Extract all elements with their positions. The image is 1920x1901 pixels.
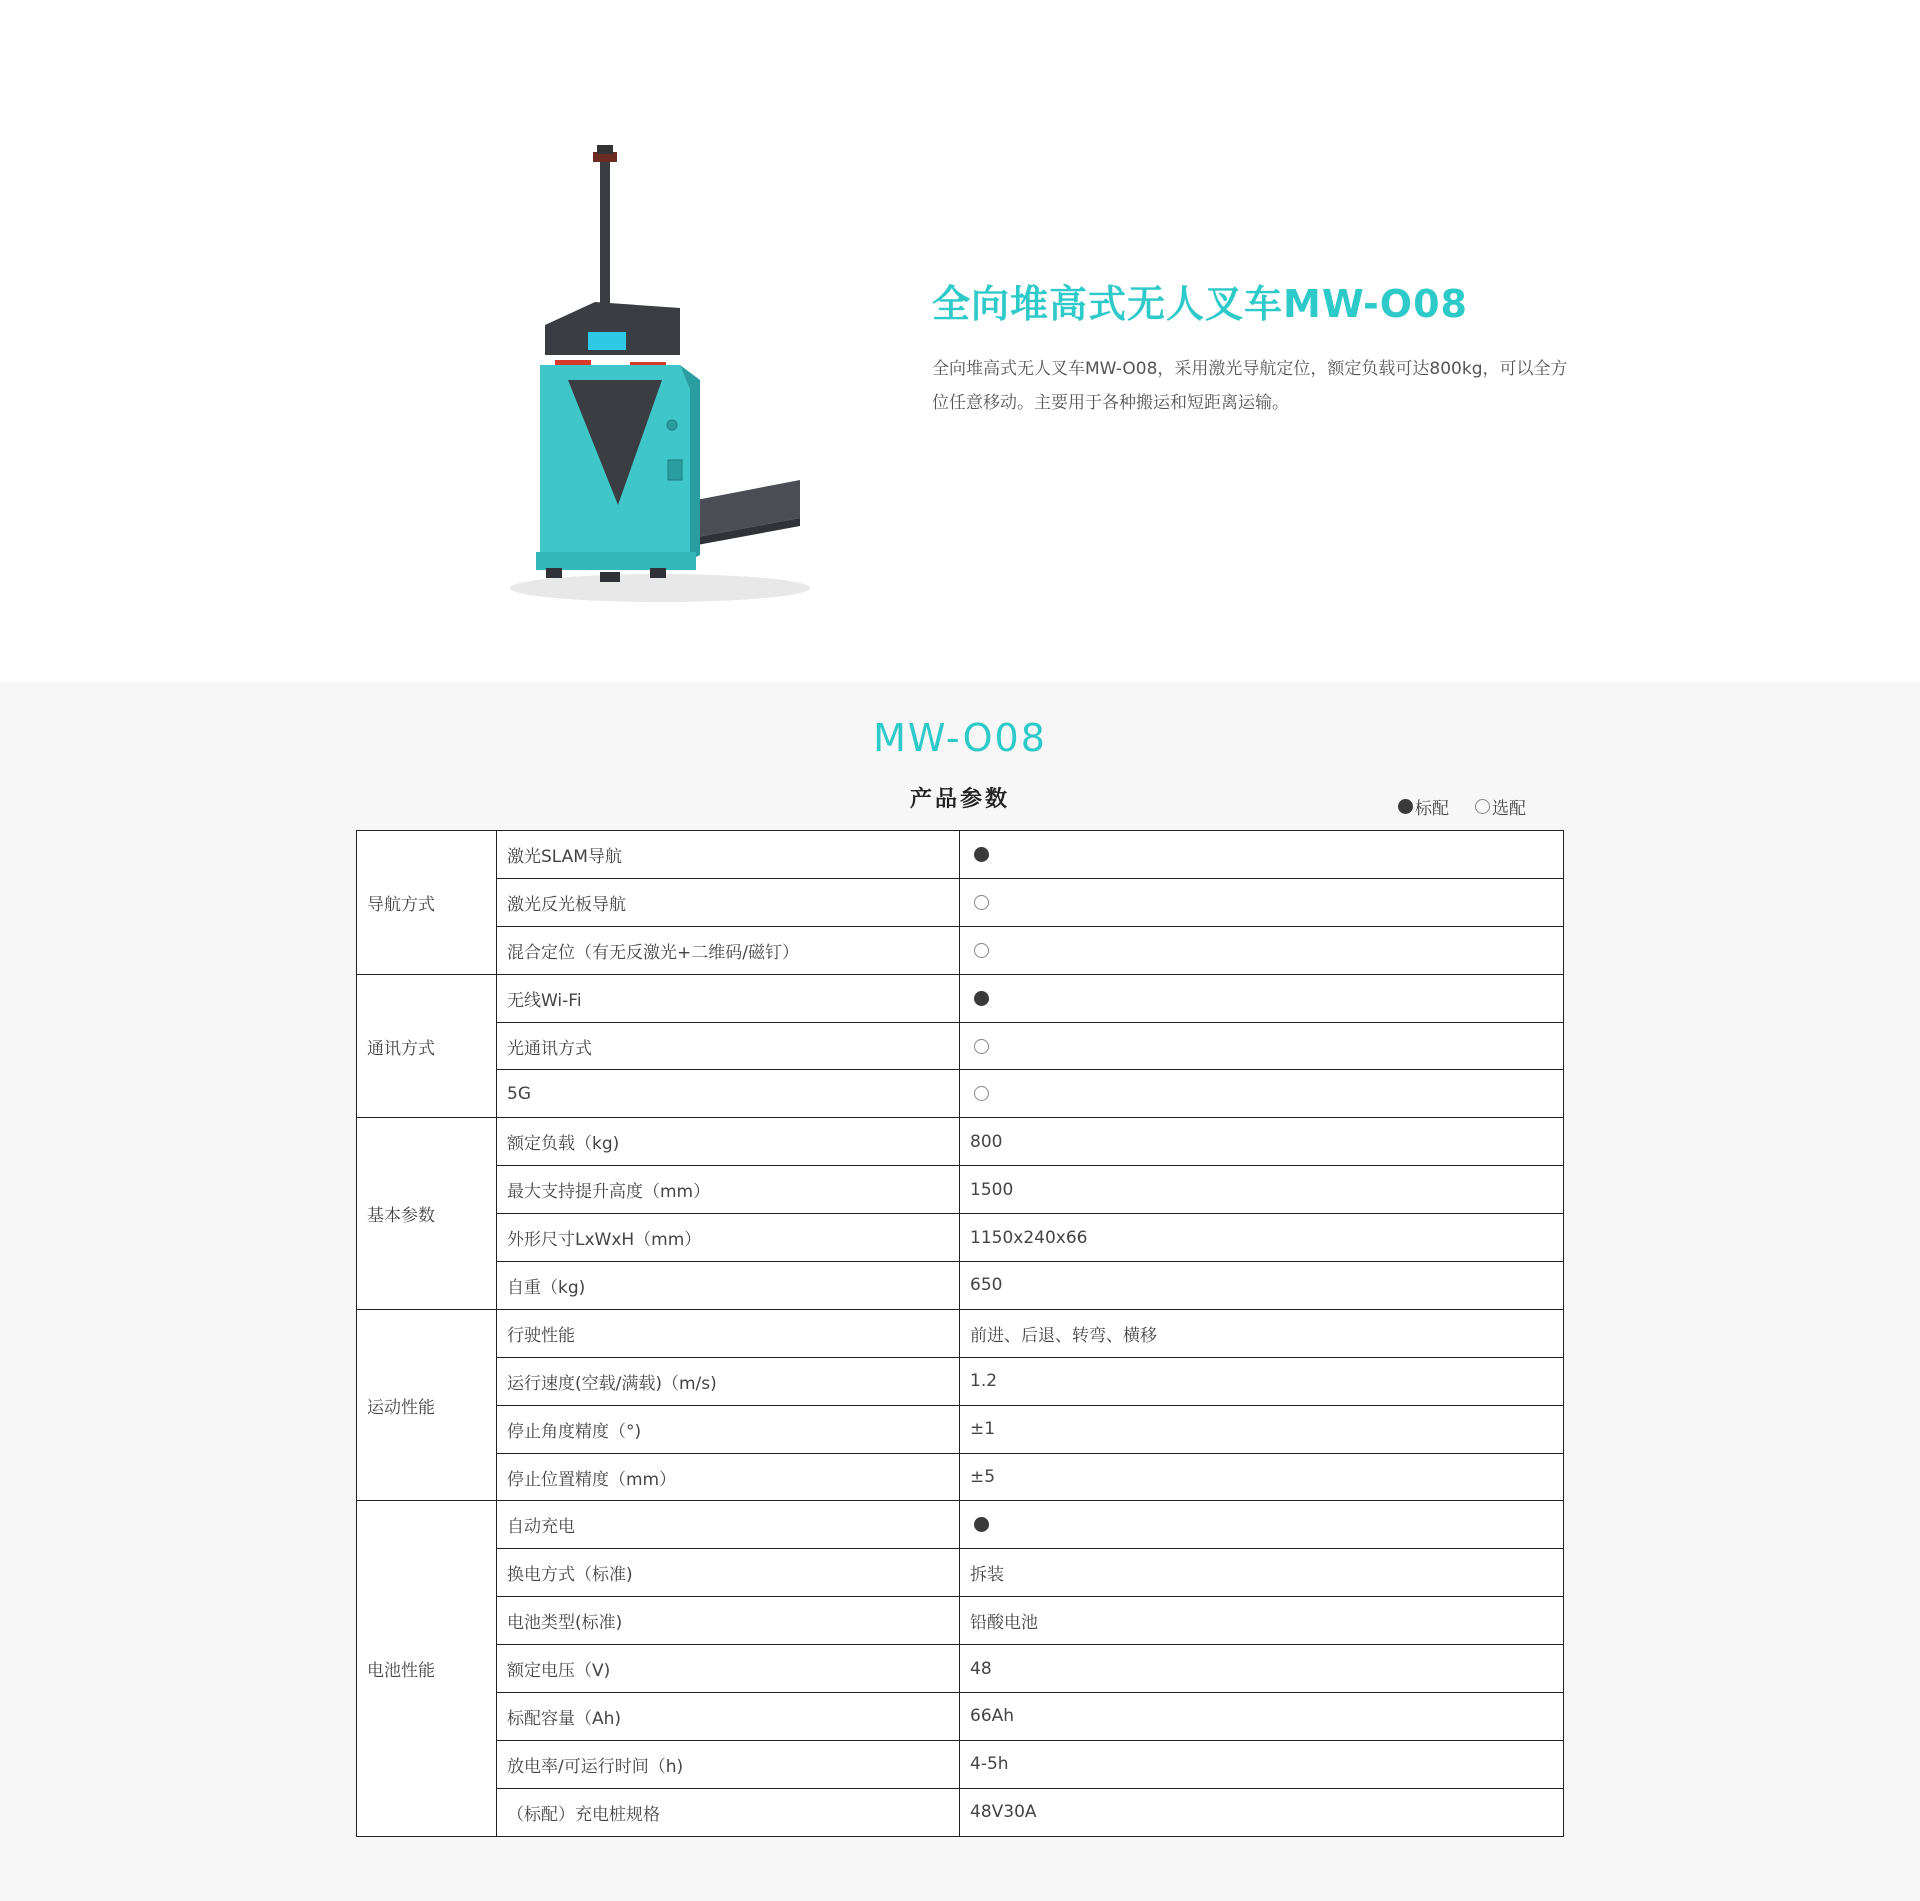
legend-standard [1398, 794, 1449, 819]
section-title: 产品参数 [909, 787, 1010, 812]
item-name-cell: 停止角度精度（°) [497, 1405, 960, 1453]
category-cell: 运动性能 [357, 1309, 497, 1501]
table-row [357, 974, 1564, 1022]
table-row [357, 1166, 1564, 1214]
value-cell: 66Ah [960, 1693, 1564, 1741]
table-row [357, 1740, 1564, 1788]
filled-circle-icon [974, 991, 989, 1006]
forklift-product-image [500, 140, 820, 610]
value-cell: 1150x240x66 [960, 1214, 1564, 1262]
category-cell: 基本参数 [357, 1118, 497, 1310]
item-name-cell: 换电方式（标准) [497, 1549, 960, 1597]
legend [1398, 794, 1526, 819]
value-cell: 拆装 [960, 1549, 1564, 1597]
model-title: MW-O08 [873, 716, 1047, 760]
table-row [357, 1597, 1564, 1645]
item-name-cell: 自重（kg) [497, 1262, 960, 1310]
empty-circle-icon [974, 943, 989, 958]
category-cell: 通讯方式 [357, 974, 497, 1118]
symbol-cell [960, 974, 1564, 1022]
filled-circle-icon [974, 847, 989, 862]
category-cell: 导航方式 [357, 831, 497, 975]
table-row [357, 1645, 1564, 1693]
item-name-cell: 放电率/可运行时间（h) [497, 1740, 960, 1788]
item-name-cell: 激光SLAM导航 [497, 831, 960, 879]
filled-circle-icon [1398, 799, 1413, 814]
item-name-cell: （标配）充电桩规格 [497, 1788, 960, 1836]
table-row [357, 1501, 1564, 1549]
empty-circle-icon [974, 1086, 989, 1101]
value-cell: 前进、后退、转弯、横移 [960, 1309, 1564, 1357]
value-cell: 1.2 [960, 1357, 1564, 1405]
item-name-cell: 混合定位（有无反激光+二维码/磁钉） [497, 926, 960, 974]
item-name-cell: 5G [497, 1070, 960, 1118]
item-name-cell: 外形尺寸LxWxH（mm） [497, 1214, 960, 1262]
table-row [357, 1693, 1564, 1741]
item-name-cell: 光通讯方式 [497, 1022, 960, 1070]
item-name-cell: 标配容量（Ah) [497, 1693, 960, 1741]
value-cell: 48 [960, 1645, 1564, 1693]
item-name-cell: 额定电压（V) [497, 1645, 960, 1693]
table-row [357, 1405, 1564, 1453]
item-name-cell: 无线Wi-Fi [497, 974, 960, 1022]
value-cell: 650 [960, 1262, 1564, 1310]
table-row [357, 831, 1564, 879]
value-cell: 48V30A [960, 1788, 1564, 1836]
symbol-cell [960, 926, 1564, 974]
legend-optional [1475, 794, 1526, 819]
item-name-cell: 额定负载（kg) [497, 1118, 960, 1166]
table-row [357, 1453, 1564, 1501]
empty-circle-icon [1475, 799, 1490, 814]
item-name-cell: 激光反光板导航 [497, 878, 960, 926]
value-cell: 铅酸电池 [960, 1597, 1564, 1645]
item-name-cell: 行驶性能 [497, 1309, 960, 1357]
empty-circle-icon [974, 1039, 989, 1054]
empty-circle-icon [974, 895, 989, 910]
item-name-cell: 最大支持提升高度（mm） [497, 1166, 960, 1214]
value-cell: 1500 [960, 1166, 1564, 1214]
item-name-cell: 自动充电 [497, 1501, 960, 1549]
hero-section [0, 0, 1920, 682]
table-row [357, 1070, 1564, 1118]
value-cell: 800 [960, 1118, 1564, 1166]
value-cell: ±1 [960, 1405, 1564, 1453]
legend-optional-label: 选配 [1492, 799, 1526, 819]
filled-circle-icon [974, 1517, 989, 1532]
symbol-cell [960, 1022, 1564, 1070]
item-name-cell: 停止位置精度（mm） [497, 1453, 960, 1501]
symbol-cell [960, 878, 1564, 926]
table-row [357, 1022, 1564, 1070]
item-name-cell: 运行速度(空载/满载)（m/s) [497, 1357, 960, 1405]
table-row [357, 1357, 1564, 1405]
hero-description: 全向堆高式无人叉车MW-O08，采用激光导航定位，额定负载可达800kg，可以全方位任意移动。主要用于各种搬运和短距离运输。 [932, 359, 1568, 413]
item-name-cell: 电池类型(标准) [497, 1597, 960, 1645]
table-row [357, 1788, 1564, 1836]
symbol-cell [960, 831, 1564, 879]
table-row [357, 1309, 1564, 1357]
table-row [357, 926, 1564, 974]
table-row [357, 1262, 1564, 1310]
value-cell: 4-5h [960, 1740, 1564, 1788]
spec-table [356, 830, 1564, 1837]
table-row [357, 878, 1564, 926]
category-cell: 电池性能 [357, 1501, 497, 1836]
table-row [357, 1549, 1564, 1597]
hero-title: 全向堆高式无人叉车MW-O08 [932, 282, 1468, 326]
legend-standard-label: 标配 [1415, 799, 1449, 819]
value-cell: ±5 [960, 1453, 1564, 1501]
symbol-cell [960, 1070, 1564, 1118]
table-row [357, 1214, 1564, 1262]
table-row [357, 1118, 1564, 1166]
symbol-cell [960, 1501, 1564, 1549]
